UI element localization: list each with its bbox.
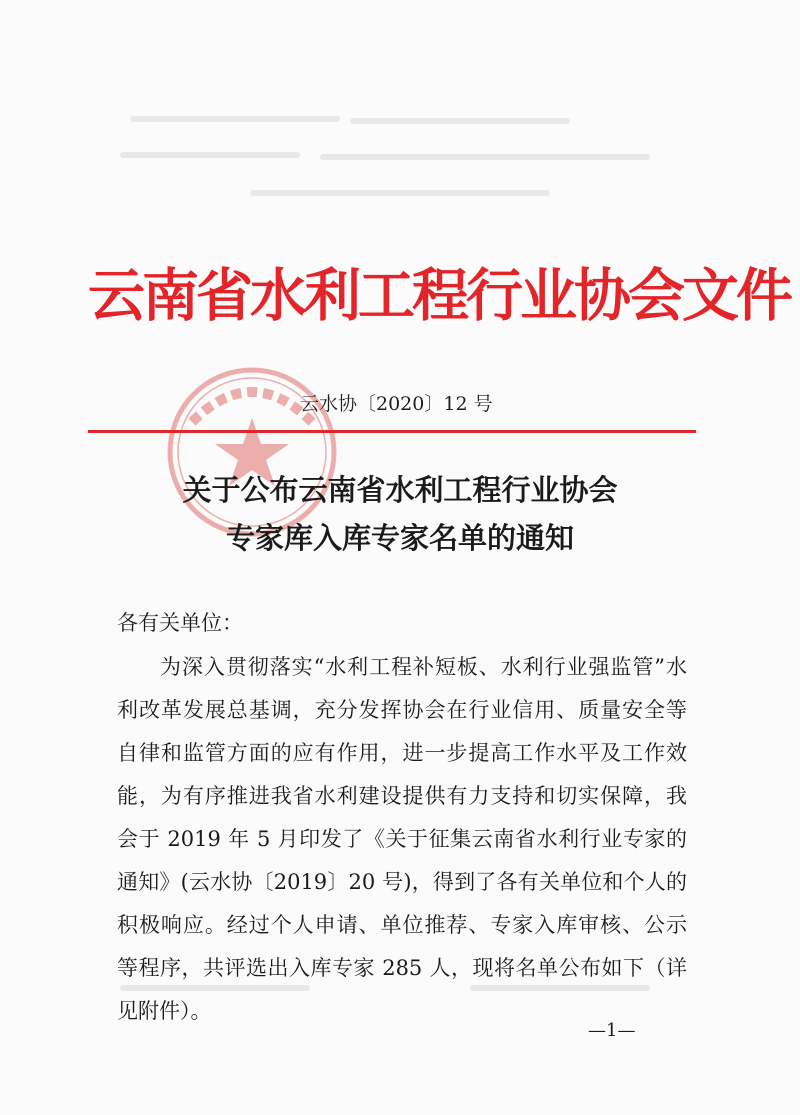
- bleed-through-mark: [120, 152, 300, 158]
- salutation: 各有关单位：: [117, 611, 243, 635]
- body-line: 等程序，共评选出入库专家 285 人，现将名单公布如下（详: [117, 956, 687, 980]
- bleed-through-mark: [250, 190, 550, 196]
- body-line: 见附件）。: [117, 999, 212, 1023]
- bleed-through-mark: [120, 985, 310, 991]
- notice-title-line1: 关于公布云南省水利工程行业协会: [182, 473, 618, 507]
- body-line: 积极响应。经过个人申请、单位推荐、专家入库审核、公示: [117, 913, 687, 937]
- bleed-through-mark: [130, 116, 340, 122]
- document-header-title: 云南省水利工程行业协会文件: [88, 263, 790, 329]
- notice-title-line2: 专家库入库专家名单的通知: [225, 521, 574, 555]
- bleed-through-mark: [470, 985, 650, 991]
- bleed-through-mark: [320, 154, 650, 160]
- body-line: 利改革发展总基调，充分发挥协会在行业信用、质量安全等: [117, 698, 687, 722]
- body-line: 为深入贯彻落实“水利工程补短板、水利行业强监管”水: [160, 655, 687, 679]
- bleed-through-mark: [350, 118, 570, 124]
- body-line: 自律和监管方面的应有作用，进一步提高工作水平及工作效: [117, 741, 687, 765]
- body-line: 会于 2019 年 5 月印发了《关于征集云南省水利行业专家的: [117, 827, 687, 851]
- page-number: —1—: [588, 1020, 636, 1041]
- header-divider: [88, 430, 696, 433]
- body-line: 能，为有序推进我省水利建设提供有力支持和切实保障，我: [117, 784, 687, 808]
- document-number: 云水协〔2020〕12 号: [300, 393, 493, 415]
- body-line: 通知》(云水协〔2019〕20 号)，得到了各有关单位和个人的: [117, 870, 687, 894]
